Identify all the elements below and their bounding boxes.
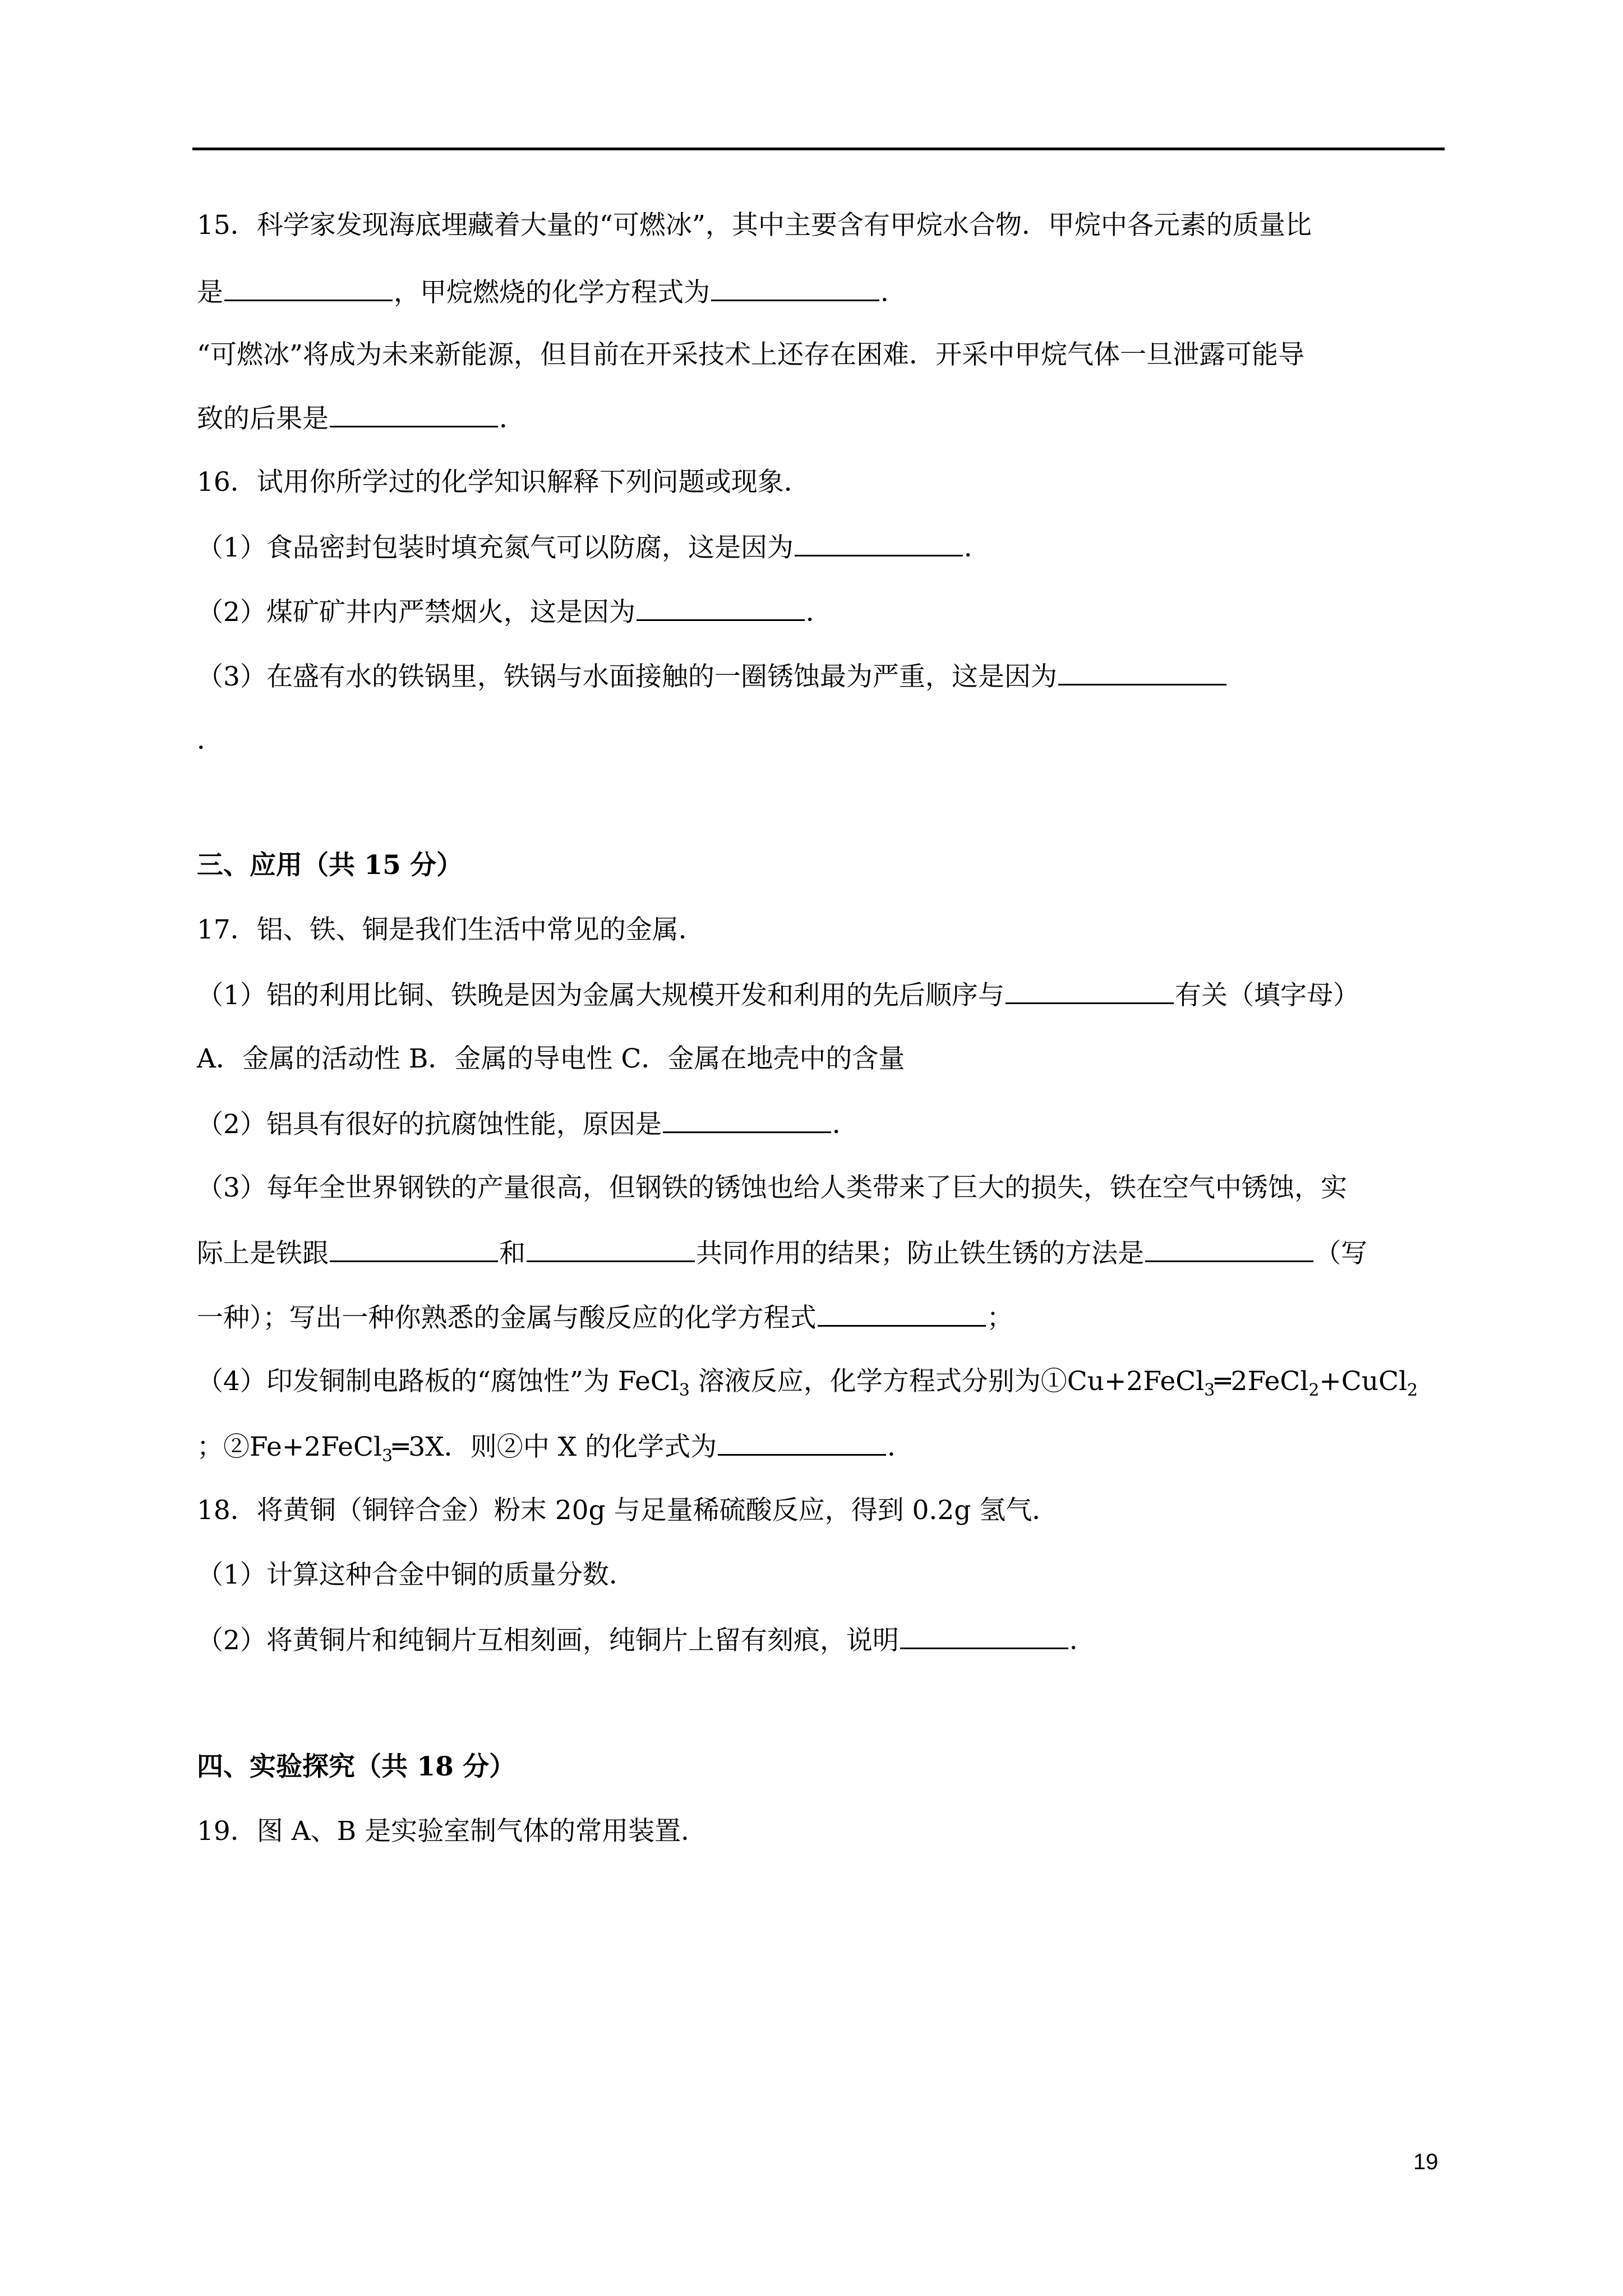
answer-blank[interactable] xyxy=(527,1236,695,1262)
q17-part-3-line-2: 际上是铁跟 和 共同作用的结果；防止铁生锈的方法是 （写 xyxy=(197,1236,1367,1271)
answer-blank[interactable] xyxy=(718,1429,886,1456)
q17-part-1: （1）铝的利用比铜、铁晚是因为金属大规模开发和利用的先后顺序与 有关（填字母） xyxy=(197,978,1359,1013)
q17-stem: 17．铝、铁、铜是我们生活中常见的金属． xyxy=(197,914,705,945)
q16-part-3-end: ． xyxy=(197,725,223,756)
q19-stem: 19．图 A、B 是实验室制气体的常用装置． xyxy=(197,1816,708,1847)
answer-blank[interactable] xyxy=(711,275,879,301)
q17-part-3-line-1: （3）每年全世界钢铁的产量很高，但钢铁的锈蚀也给人类带来了巨大的损失，铁在空气中锈蚀，实 xyxy=(197,1172,1347,1203)
q18-part-2: （2）将黄铜片和纯铜片互相刻画，纯铜片上留有刻痕，说明 ． xyxy=(197,1623,1096,1658)
q15-line-3: “可燃冰”将成为未来新能源，但目前在开采技术上还存在困难．开采中甲烷气体一旦泄露可能导 xyxy=(197,339,1305,370)
q18-stem: 18．将黄铜（铜锌合金）粉末 20g 与足量稀硫酸反应，得到 0.2g 氢气． xyxy=(197,1495,1059,1526)
q17-part-4-line-1: （4）印发铜制电路板的“腐蚀性”为 FeCl$_3$ 溶液反应，化学方程式分别为①Cu+2FeCl$_3$═2FeCl$_2$+CuCl$_2$ xyxy=(197,1366,1418,1400)
answer-blank[interactable] xyxy=(900,1623,1068,1649)
q16-part-3: （3）在盛有水的铁锅里，铁锅与水面接触的一圈锈蚀最为严重，这是因为 xyxy=(197,659,1228,694)
answer-blank[interactable] xyxy=(224,275,393,301)
q15-line-1: 15．科学家发现海底埋藏着大量的“可燃冰”，其中主要含有甲烷水合物．甲烷中各元素的质量比 xyxy=(197,210,1312,241)
answer-blank[interactable] xyxy=(637,595,805,621)
section-3-title: 三、应用（共 15 分） xyxy=(197,850,463,881)
answer-blank[interactable] xyxy=(330,401,498,427)
q17-part-2: （2）铝具有很好的抗腐蚀性能，原因是 ． xyxy=(197,1107,859,1142)
q16-stem: 16．试用你所学过的化学知识解释下列问题或现象． xyxy=(197,467,810,498)
q16-part-2: （2）煤矿矿井内严禁烟火，这是因为 ． xyxy=(197,595,832,629)
answer-blank[interactable] xyxy=(663,1107,831,1133)
q17-options: A．金属的活动性 B．金属的导电性 C．金属在地壳中的含量 xyxy=(197,1043,905,1074)
answer-blank[interactable] xyxy=(1058,659,1227,685)
header-rule xyxy=(192,148,1445,150)
q15-line-4: 致的后果是 ． xyxy=(197,401,525,436)
page-number: 19 xyxy=(1413,2150,1438,2174)
answer-blank[interactable] xyxy=(1006,978,1174,1004)
q18-part-1: （1）计算这种合金中铜的质量分数． xyxy=(197,1559,635,1590)
q17-part-4-line-2: ；②Fe+2FeCl$_3$═3X．则②中 X 的化学式为 ． xyxy=(197,1429,914,1464)
q16-part-1: （1）食品密封包装时填充氮气可以防腐，这是因为 ． xyxy=(197,530,990,565)
answer-blank[interactable] xyxy=(818,1300,986,1327)
answer-blank[interactable] xyxy=(795,530,963,556)
q17-part-3-line-3: 一种）；写出一种你熟悉的金属与酸反应的化学方程式 ； xyxy=(197,1300,1013,1335)
answer-blank[interactable] xyxy=(1145,1236,1313,1262)
answer-blank[interactable] xyxy=(330,1236,498,1262)
section-4-title: 四、实验探究（共 18 分） xyxy=(197,1751,516,1782)
q15-line-2: 是 ，甲烷燃烧的化学方程式为 ． xyxy=(197,275,907,310)
